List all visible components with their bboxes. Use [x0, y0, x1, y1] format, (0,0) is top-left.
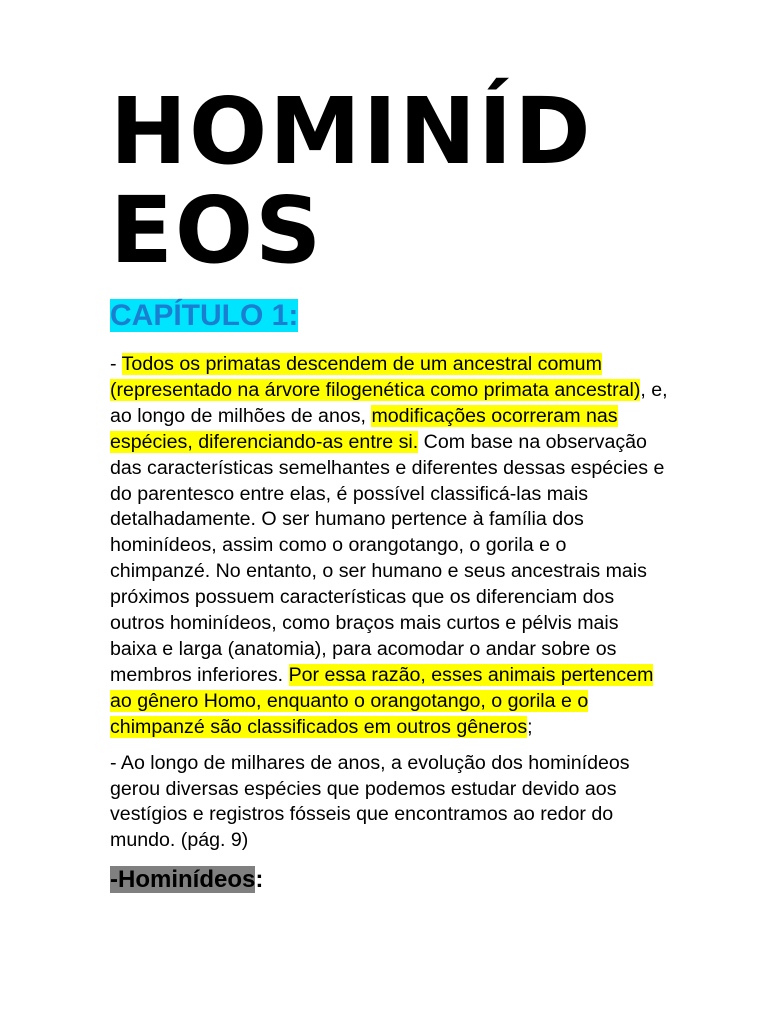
document-page [110, 0, 670, 895]
subheading-colon: : [255, 866, 264, 894]
paragraph-text-1: , e, ao longo de milhões de anos, [110, 378, 668, 427]
highlight-genus-homo: Por essa razão, esses animais pertencem ao gênero Homo, enquanto o orangotango, o gorila e o chimpanzé são classificados em outros gêneros [110, 663, 654, 738]
paragraph-evolution: - Ao longo de milhares de anos, a evolução dos hominídeos gerou diversas espécies que podemos estudar devido aos vestígios e registros fósseis que encontramos ao redor do mundo. (pág. 9) [110, 751, 630, 852]
chapter-heading-text: CAPÍTULO 1: [110, 299, 299, 332]
document-title: HOMINÍDEOS [110, 78, 593, 284]
paragraph-lead: - [110, 353, 122, 375]
highlight-common-ancestor: Todos os primatas descendem de um ancestral comum (representado na árvore filogenética como primata ancestral) [110, 353, 641, 401]
paragraph-end: ; [527, 715, 533, 738]
chapter-heading [110, 299, 670, 333]
subheading-label: -Hominídeos [110, 866, 256, 894]
paragraph-primates [110, 352, 670, 741]
highlight-modifications: modificações ocorreram nas espécies, diferenciando-as entre si. [110, 404, 618, 453]
subheading-hominideos [110, 865, 670, 895]
paragraph-text-2: Com base na observação das características semelhantes e diferentes dessas espécies e do parentesco entre elas, é possível classificá-las mais detalhadamente. O ser humano pertence à família dos hominídeos, assim como o orangotango, o gorila e o chimpanzé. No entanto, o ser humano e seus ancestrais mais próximos possuem características que os diferenciam dos outros hominídeos, como braços mais curtos e pélvis mais baixa e larga (anatomia), para acomodar o andar sobre os membros inferiores. [110, 430, 665, 686]
